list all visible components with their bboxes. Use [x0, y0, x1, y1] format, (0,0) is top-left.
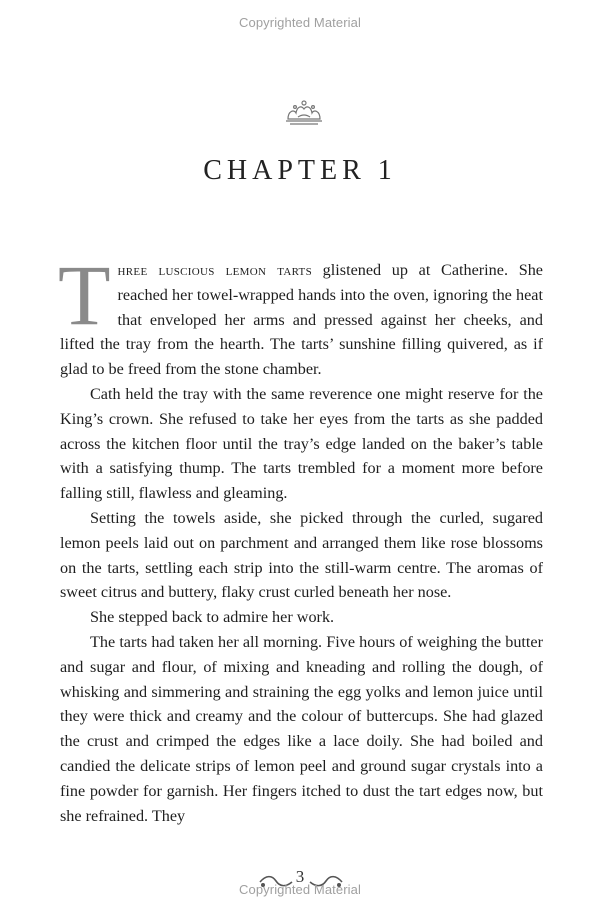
page-number: 3 [295, 867, 305, 886]
paragraph-1 [58, 247, 543, 382]
paragraph-3: Setting the towels aside, she picked through the curled, sugared lemon peels laid out on parchment and arranged them like rose blossoms on the tarts, settling each strip into the still-warm centre. The aromas of sweet citrus and buttery, flaky crust curled beneath her nose. [60, 508, 543, 602]
body-text [58, 247, 543, 828]
drop-cap: T [58, 247, 111, 343]
chapter-title: CHAPTER 1 [203, 155, 397, 186]
copyright-watermark-top: Copyrighted Material [239, 15, 361, 30]
paragraph-5: The tarts had taken her all morning. Five hours of weighing the butter and sugar and flour, of mixing and kneading and rolling the dough, of whisking and simmering and straining the egg yolks and lemon juice until they were thick and creamy and the colour of buttercups. She had glazed the crust and crimped the edges like a lace doily. She had boiled and candied the delicate strips of lemon peel and ground sugar crystals into a fine powder for garnish. Her fingers itched to dust the tart edges now, but she refrained. They [60, 632, 543, 825]
paragraph-1-text: glistened up at Catherine. She reached her towel-wrapped hands into the oven, ignoring the heat that enveloped her arms and pressed against her cheeks, and lifted the tray from the hearth. The tarts’ sunshine filling quivered, as if glad to be freed from the stone chamber. [60, 261, 543, 379]
paragraph-4: She stepped back to admire her work. [90, 608, 335, 627]
opening-smallcaps: hree luscious lemon tarts [117, 261, 312, 279]
copyright-watermark-bottom: Copyrighted Material [239, 882, 361, 897]
paragraph-2: Cath held the tray with the same reverence one might reserve for the King’s crown. She refused to take her eyes from the tarts as she padded across the kitchen floor until the tray’s edge landed on the baker’s table with a satisfying thump. The tarts trembled for a moment more before falling still, flawless and gleaming. [60, 384, 543, 503]
crown-icon [282, 97, 326, 125]
